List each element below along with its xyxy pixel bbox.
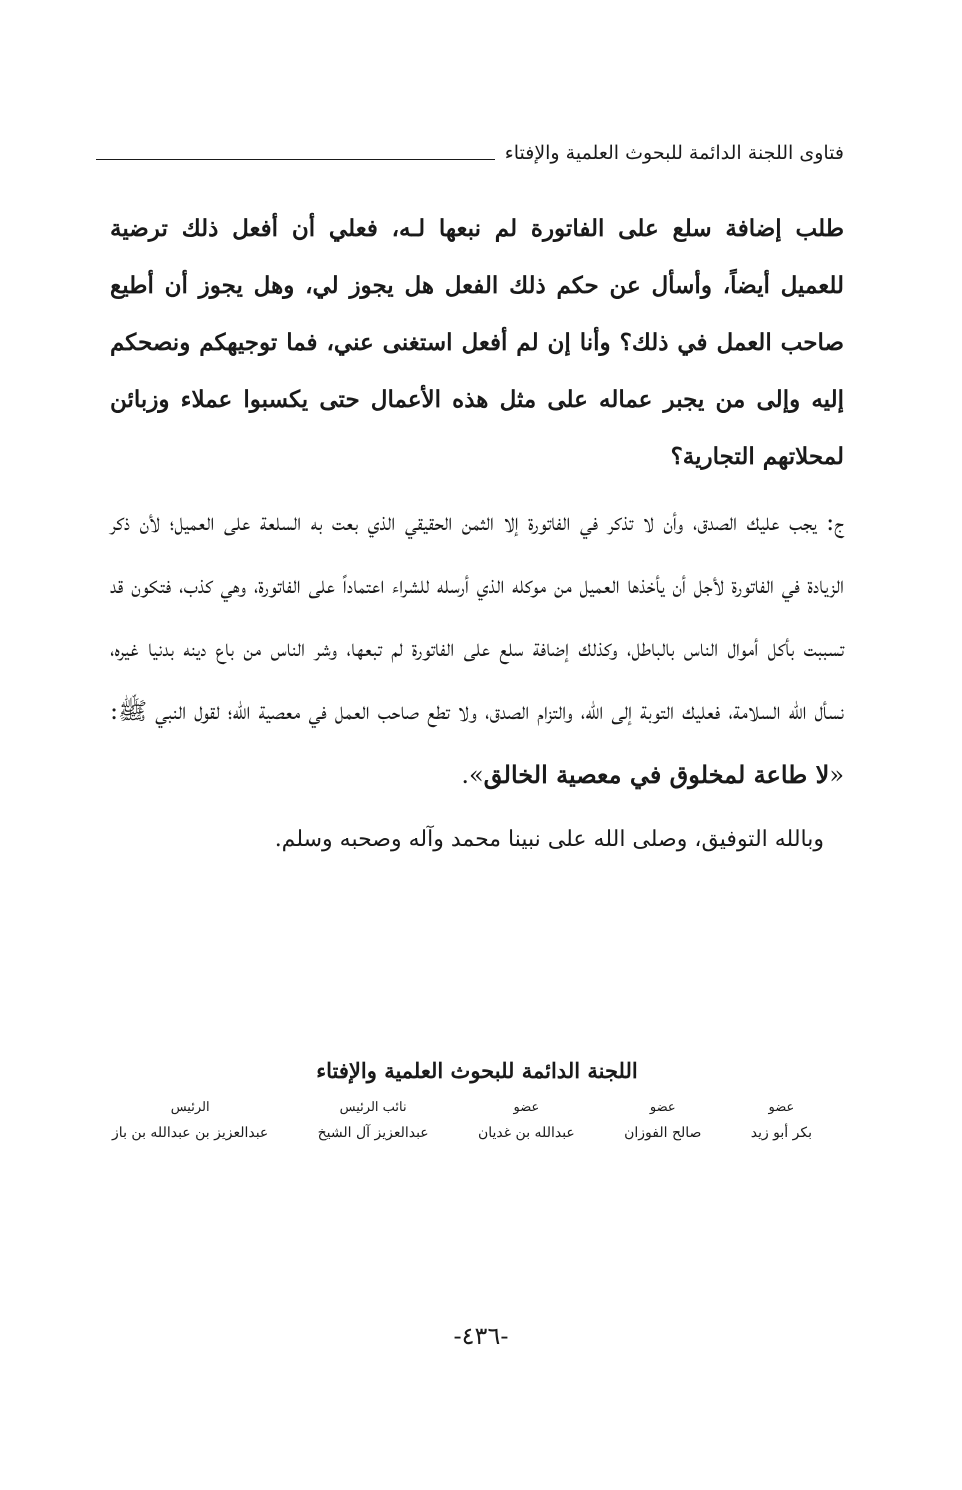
- member-role: عضو: [768, 1100, 795, 1115]
- signature-member-2: [624, 1100, 701, 1141]
- answer-body: ج: يجب عليك الصدق، وأن لا تذكر في الفاتورة إلا الثمن الحقيقي الذي بعت به السلعة على العميل؛ لأن ذكر الزيادة في الفاتورة لأجل أن يأخذها العميل من موكله الذي أرسله للشراء اعتماداً على الفاتورة، وهي كذب، فتكون قد تسببت بأكل أموال الناس بالباطل، وكذلك إضافة سلع على الفاتورة لم تبعها، وشر الناس من باع دينه بدنيا غيره، نسأل الله السلامة، فعليك التوبة إلى الله، والتزام الصدق، ولا تطع صاحب العمل في معصية الله؛ لقول النبي ﷺ: «: [110, 508, 845, 789]
- header-rule: [96, 159, 495, 160]
- member-role: نائب الرئيس: [339, 1100, 407, 1115]
- member-name: بكر أبو زيد: [750, 1125, 812, 1141]
- running-header: [96, 138, 844, 168]
- signature-member-1: [751, 1100, 812, 1141]
- member-role: عضو: [649, 1100, 676, 1115]
- member-name: عبدالله بن غديان: [477, 1125, 575, 1141]
- fatwa-body: [110, 200, 844, 865]
- member-name: عبدالعزيز آل الشيخ: [317, 1125, 429, 1141]
- committee-title: اللجنة الدائمة للبحوث العلمية والإفتاء: [316, 1058, 638, 1083]
- answer-text: [110, 491, 844, 807]
- question-text: طلب إضافة سلع على الفاتورة لم نبعها لـه، فعلي أن أفعل ذلك ترضية للعميل أيضاً، وأسأل عن حكم ذلك الفعل هل يجوز لي، وهل يجوز أن أطيع صاحب العمل في ذلك؟ وأنا إن لم أفعل استغنى عني، فما توجيهكم ونصحكم إليه وإلى من يجبر عماله على مثل هذه الأعمال حتى يكسبوا عملاء وزبائن لمحلاتهم التجارية؟: [110, 215, 844, 470]
- answer-end: ».: [461, 761, 484, 789]
- page-number: -٤٣٦-: [453, 1322, 509, 1350]
- closing-text: وبالله التوفيق، وصلى الله على نبينا محمد وآله وصحبه وسلم.: [274, 827, 824, 852]
- member-role: الرئيس: [170, 1100, 210, 1115]
- book-title: فتاوى اللجنة الدائمة للبحوث العلمية والإفتاء: [504, 142, 844, 164]
- member-name: عبدالعزيز بن عبدالله بن باز: [112, 1125, 269, 1141]
- hadith-quote: لا طاعة لمخلوق في معصية الخالق: [483, 760, 830, 789]
- signatures: [112, 1100, 812, 1141]
- member-role: عضو: [513, 1100, 540, 1115]
- signature-vice-president: [318, 1100, 429, 1141]
- member-name: صالح الفوزان: [624, 1125, 702, 1141]
- signature-president: [112, 1100, 268, 1141]
- signature-member-3: [478, 1100, 575, 1141]
